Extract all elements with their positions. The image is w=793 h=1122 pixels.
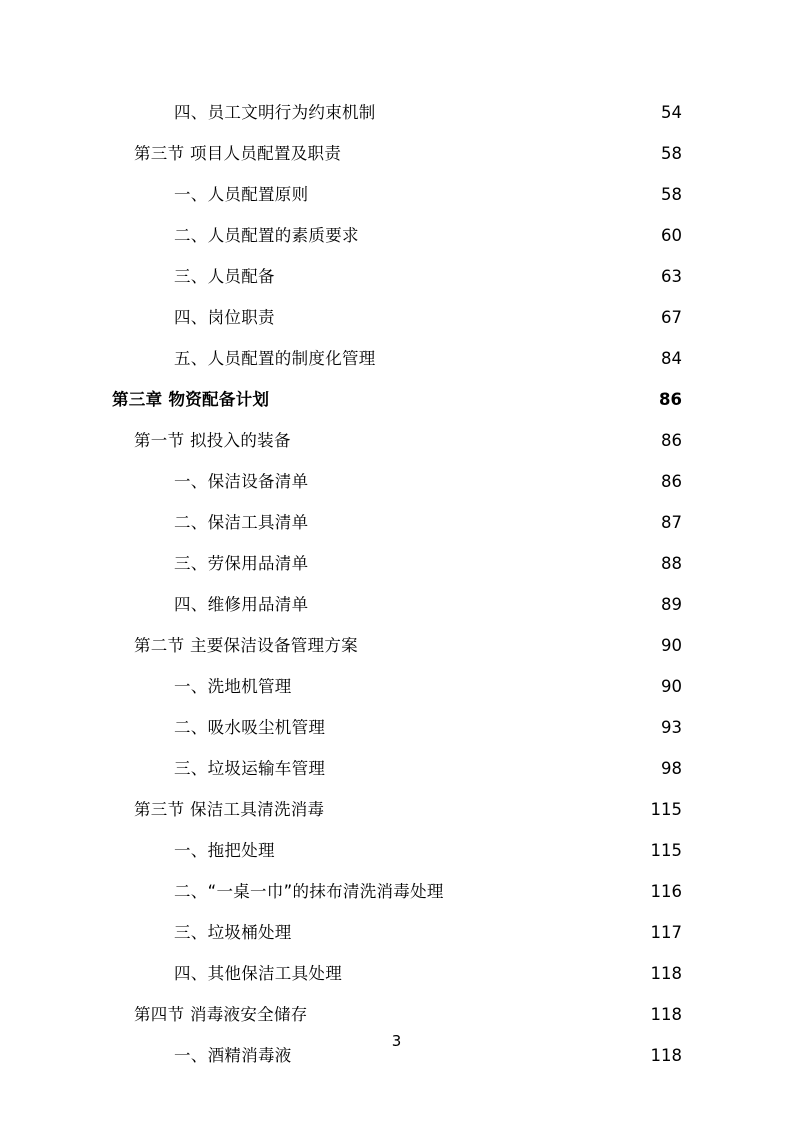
toc-entry-title: 二、吸水吸尘机管理 xyxy=(174,718,326,737)
toc-leader-dots xyxy=(364,635,644,652)
toc-leader-dots xyxy=(281,266,644,283)
toc-leader-dots xyxy=(314,553,644,570)
toc-entry-page-number: 116 xyxy=(650,882,682,901)
toc-entry[interactable] xyxy=(112,584,682,625)
toc-entry-title: 三、人员配备 xyxy=(174,267,275,286)
toc-leader-dots xyxy=(331,717,644,734)
toc-entry-page-number: 118 xyxy=(650,964,682,983)
toc-entry-page-number: 67 xyxy=(661,308,682,327)
toc-entry[interactable] xyxy=(112,953,682,994)
toc-entry-page-number: 98 xyxy=(661,759,682,778)
toc-entry[interactable] xyxy=(112,420,682,461)
toc-entry[interactable] xyxy=(112,748,682,789)
toc-leader-dots xyxy=(365,225,644,242)
toc-leader-dots xyxy=(314,512,644,529)
toc-entry-title: 二、人员配置的素质要求 xyxy=(174,226,359,245)
toc-entry-title: 三、劳保用品清单 xyxy=(174,554,309,573)
toc-leader-dots xyxy=(382,348,644,365)
toc-entry-page-number: 118 xyxy=(650,1046,682,1065)
toc-entry-title: 三、垃圾运输车管理 xyxy=(174,759,326,778)
toc-entry-title: 一、人员配置原则 xyxy=(174,185,309,204)
toc-entry-page-number: 86 xyxy=(661,431,682,450)
toc-leader-dots xyxy=(298,676,644,693)
toc-entry-title: 第三章 物资配备计划 xyxy=(112,390,270,409)
toc-entry-page-number: 58 xyxy=(661,144,682,163)
toc-entry-title: 一、拖把处理 xyxy=(174,841,275,860)
toc-leader-dots xyxy=(281,307,644,324)
toc-entry[interactable] xyxy=(112,666,682,707)
toc-entry[interactable] xyxy=(112,174,682,215)
toc-entry-title: 四、其他保洁工具处理 xyxy=(174,964,342,983)
toc-entry-title: 第三节 项目人员配置及职责 xyxy=(134,144,342,163)
toc-entry-title: 第三节 保洁工具清洗消毒 xyxy=(134,800,325,819)
toc-entry-page-number: 88 xyxy=(661,554,682,573)
toc-leader-dots xyxy=(450,881,644,898)
toc-leader-dots xyxy=(330,799,644,816)
page-number-footer: 3 xyxy=(391,1032,402,1050)
toc-entry-title: 一、酒精消毒液 xyxy=(174,1046,292,1065)
toc-entry-title: 第一节 拟投入的装备 xyxy=(134,431,291,450)
toc-leader-dots xyxy=(314,594,644,611)
toc-entry-page-number: 115 xyxy=(650,800,682,819)
toc-leader-dots xyxy=(347,143,644,160)
toc-entry[interactable] xyxy=(112,625,682,666)
toc-leader-dots xyxy=(314,471,644,488)
toc-entry[interactable] xyxy=(112,871,682,912)
toc-entry-page-number: 84 xyxy=(661,349,682,368)
toc-leader-dots xyxy=(298,922,644,939)
toc-entry-page-number: 89 xyxy=(661,595,682,614)
toc-entry-page-number: 117 xyxy=(650,923,682,942)
toc-entry[interactable] xyxy=(112,912,682,953)
toc-entry-title: 五、人员配置的制度化管理 xyxy=(174,349,376,368)
toc-entry-page-number: 87 xyxy=(661,513,682,532)
toc-entry[interactable] xyxy=(112,543,682,584)
toc-entry[interactable] xyxy=(112,379,682,420)
toc-entry-page-number: 90 xyxy=(661,636,682,655)
toc-entry[interactable] xyxy=(112,461,682,502)
toc-entry[interactable] xyxy=(112,994,682,1035)
toc-entry[interactable] xyxy=(112,215,682,256)
toc-entry-page-number: 86 xyxy=(659,390,682,409)
toc-entry-title: 四、维修用品清单 xyxy=(174,595,309,614)
toc-leader-dots xyxy=(275,389,644,406)
toc-entry-page-number: 54 xyxy=(661,103,682,122)
toc-entry-title: 四、员工文明行为约束机制 xyxy=(174,103,376,122)
toc-entry-title: 二、保洁工具清单 xyxy=(174,513,309,532)
toc-leader-dots xyxy=(348,963,644,980)
toc-entry[interactable] xyxy=(112,502,682,543)
toc-entry[interactable] xyxy=(112,707,682,748)
toc-entry[interactable] xyxy=(112,789,682,830)
toc-entry-page-number: 118 xyxy=(650,1005,682,1024)
toc-entry-page-number: 115 xyxy=(650,841,682,860)
toc-entry-page-number: 60 xyxy=(661,226,682,245)
table-of-contents xyxy=(112,92,682,1076)
toc-entry-page-number: 90 xyxy=(661,677,682,696)
toc-entry-page-number: 93 xyxy=(661,718,682,737)
toc-entry-title: 二、“一桌一巾”的抹布清洗消毒处理 xyxy=(174,882,444,901)
toc-leader-dots xyxy=(314,1004,644,1021)
toc-entry-title: 一、洗地机管理 xyxy=(174,677,292,696)
toc-entry-title: 三、垃圾桶处理 xyxy=(174,923,292,942)
toc-entry[interactable] xyxy=(112,297,682,338)
toc-entry-title: 第二节 主要保洁设备管理方案 xyxy=(134,636,358,655)
toc-leader-dots xyxy=(281,840,644,857)
toc-entry[interactable] xyxy=(112,256,682,297)
toc-entry-page-number: 63 xyxy=(661,267,682,286)
toc-leader-dots xyxy=(297,430,644,447)
toc-leader-dots xyxy=(331,758,644,775)
toc-entry[interactable] xyxy=(112,133,682,174)
toc-entry[interactable] xyxy=(112,830,682,871)
toc-entry[interactable] xyxy=(112,92,682,133)
toc-entry-title: 四、岗位职责 xyxy=(174,308,275,327)
toc-leader-dots xyxy=(382,102,644,119)
toc-leader-dots xyxy=(314,184,644,201)
toc-entry-title: 一、保洁设备清单 xyxy=(174,472,309,491)
toc-entry-page-number: 58 xyxy=(661,185,682,204)
toc-entry[interactable] xyxy=(112,338,682,379)
toc-entry-title: 第四节 消毒液安全储存 xyxy=(134,1005,308,1024)
toc-entry-page-number: 86 xyxy=(661,472,682,491)
